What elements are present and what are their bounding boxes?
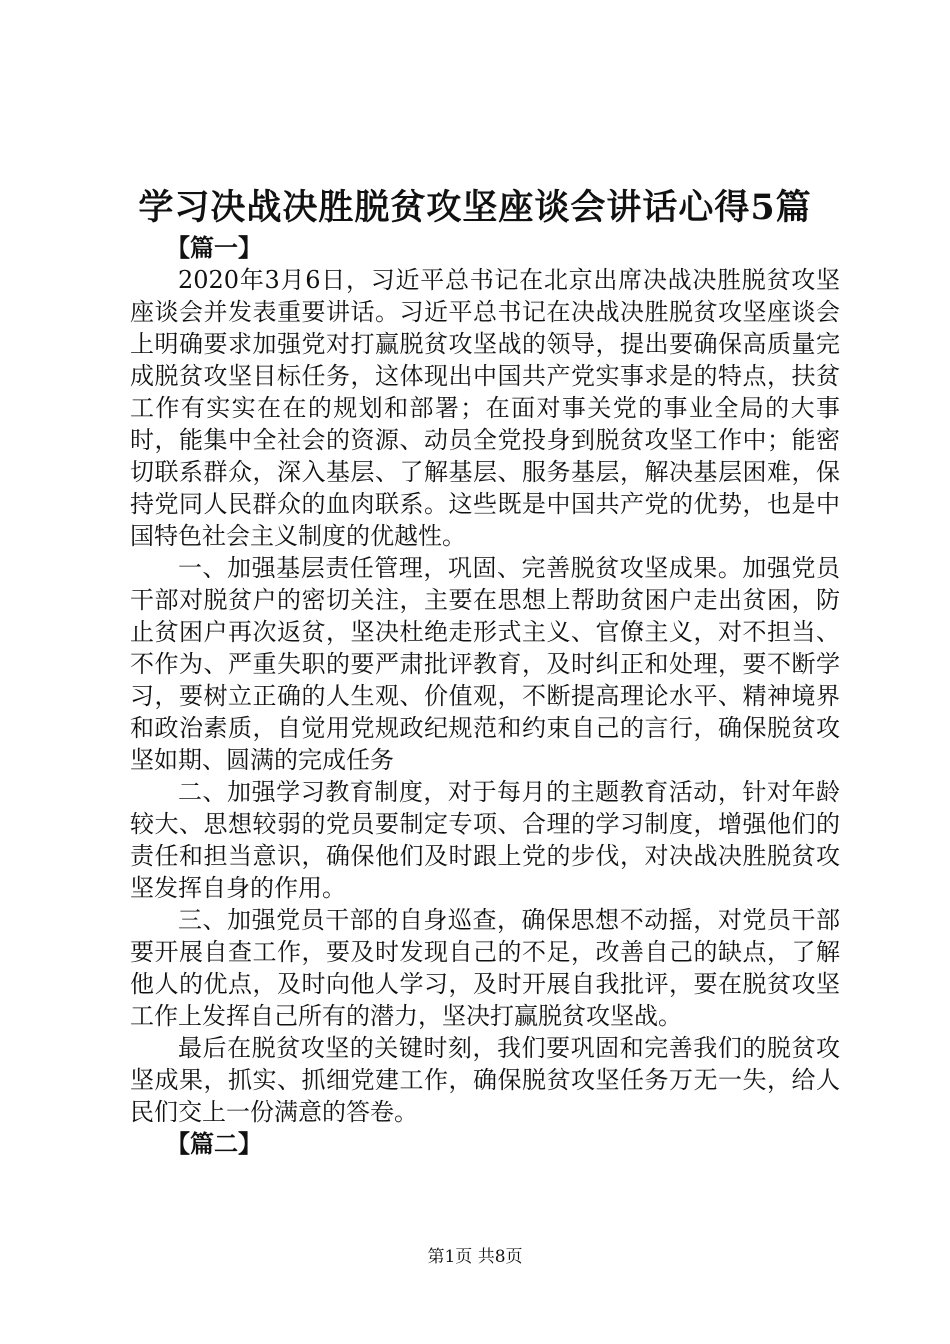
- body-paragraph: 二、加强学习教育制度，对于每月的主题教育活动，针对年龄较大、思想较弱的党员要制定专项、合理的学习制度，增强他们的责任和担当意识，确保他们及时跟上党的步伐，对决战决胜脱贫攻坚发挥自身的作用。: [130, 778, 840, 902]
- section-heading-1: 【篇一】: [166, 233, 262, 262]
- document-body: [130, 232, 840, 1160]
- section-heading-2: 【篇二】: [166, 1129, 262, 1158]
- body-paragraph: 一、加强基层责任管理，巩固、完善脱贫攻坚成果。加强党员干部对脱贫户的密切关注，主要在思想上帮助贫困户走出贫困，防止贫困户再次返贫，坚决杜绝走形式主义、官僚主义，对不担当、不作为、严重失职的要严肃批评教育，及时纠正和处理，要不断学习，要树立正确的人生观、价值观，不断提高理论水平、精神境界和政治素质，自觉用党规政纪规范和约束自己的言行，确保脱贫攻坚如期、圆满的完成任务: [130, 554, 840, 774]
- body-paragraph: 最后在脱贫攻坚的关键时刻，我们要巩固和完善我们的脱贫攻坚成果，抓实、抓细党建工作，确保脱贫攻坚任务万无一失，给人民们交上一份满意的答卷。: [130, 1034, 840, 1126]
- page-number-footer: 第1页 共8页: [427, 1247, 523, 1267]
- body-paragraph: 2020年3月6日，习近平总书记在北京出席决战决胜脱贫攻坚座谈会并发表重要讲话。习近平总书记在决战决胜脱贫攻坚座谈会上明确要求加强党对打赢脱贫攻坚战的领导，提出要确保高质量完成脱贫攻坚目标任务，这体现出中国共产党实事求是的特点，扶贫工作有实实在在的规划和部署；在面对事关党的事业全局的大事时，能集中全社会的资源、动员全党投身到脱贫攻坚工作中；能密切联系群众，深入基层、了解基层、服务基层，解决基层困难，保持党同人民群众的血肉联系。这些既是中国共产党的优势，也是中国特色社会主义制度的优越性。: [130, 266, 840, 550]
- body-paragraph: 三、加强党员干部的自身巡查，确保思想不动摇，对党员干部要开展自查工作，要及时发现自己的不足，改善自己的缺点，了解他人的优点，及时向他人学习，及时开展自我批评，要在脱贫攻坚工作上发挥自己所有的潜力，坚决打赢脱贫攻坚战。: [130, 906, 840, 1030]
- document-title: 学习决战决胜脱贫攻坚座谈会讲话心得5篇: [138, 187, 812, 228]
